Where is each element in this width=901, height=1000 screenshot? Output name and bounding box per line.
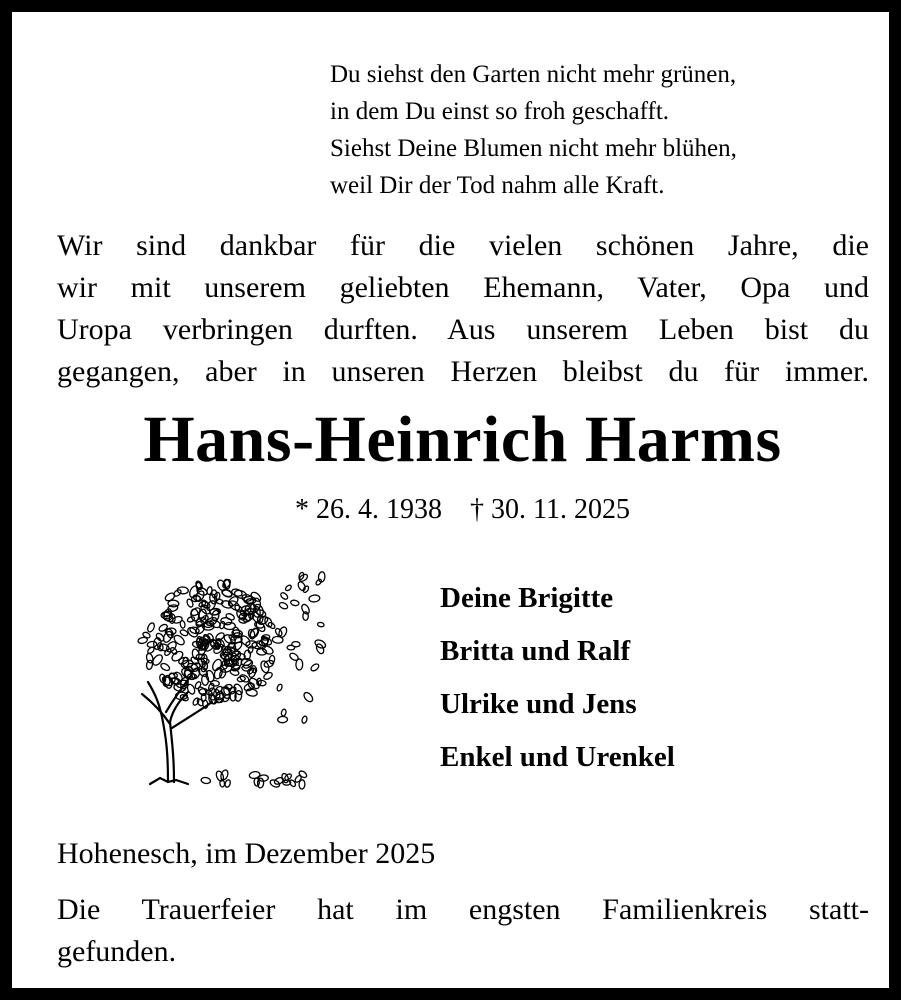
life-dates <box>12 490 901 530</box>
death-date: † 30. 11. 2025 <box>470 494 630 525</box>
intro-line: gegangen, aber in unseren Herzen bleibst du für immer. <box>57 355 869 388</box>
intro-line: Wir sind dankbar für die vielen schönen Jahre, die <box>57 229 869 262</box>
poem-line: Siehst Deine Blumen nicht mehr blühen, <box>330 135 737 162</box>
intro-text <box>57 225 869 393</box>
windblown-tree-icon <box>132 552 332 797</box>
poem-line: Du siehst den Garten nicht mehr grünen, <box>330 61 737 88</box>
mourner: Deine Brigitte <box>440 582 614 614</box>
poem-line: in dem Du einst so froh geschafft. <box>330 98 670 125</box>
poem <box>330 56 890 204</box>
place-date: Hohenesch, im Dezember 2025 <box>57 837 436 870</box>
mourner: Ulrike und Jens <box>440 688 637 720</box>
note-line: gefunden. <box>57 935 177 968</box>
mourner: Enkel und Urenkel <box>440 741 675 773</box>
mourners <box>440 572 880 784</box>
birth-date: * 26. 4. 1938 <box>295 494 443 525</box>
note-line: Die Trauerfeier hat im engsten Familienkreis statt- <box>57 893 869 926</box>
mourner: Britta und Ralf <box>440 635 631 667</box>
poem-line: weil Dir der Tod nahm alle Kraft. <box>330 172 665 199</box>
deceased-name: Hans-Heinrich Harms <box>143 403 782 476</box>
intro-line: Uropa verbringen durften. Aus unserem Leben bist du <box>57 313 869 346</box>
funeral-note <box>57 889 869 973</box>
intro-line: wir mit unserem geliebten Ehemann, Vater, Opa und <box>57 271 869 304</box>
